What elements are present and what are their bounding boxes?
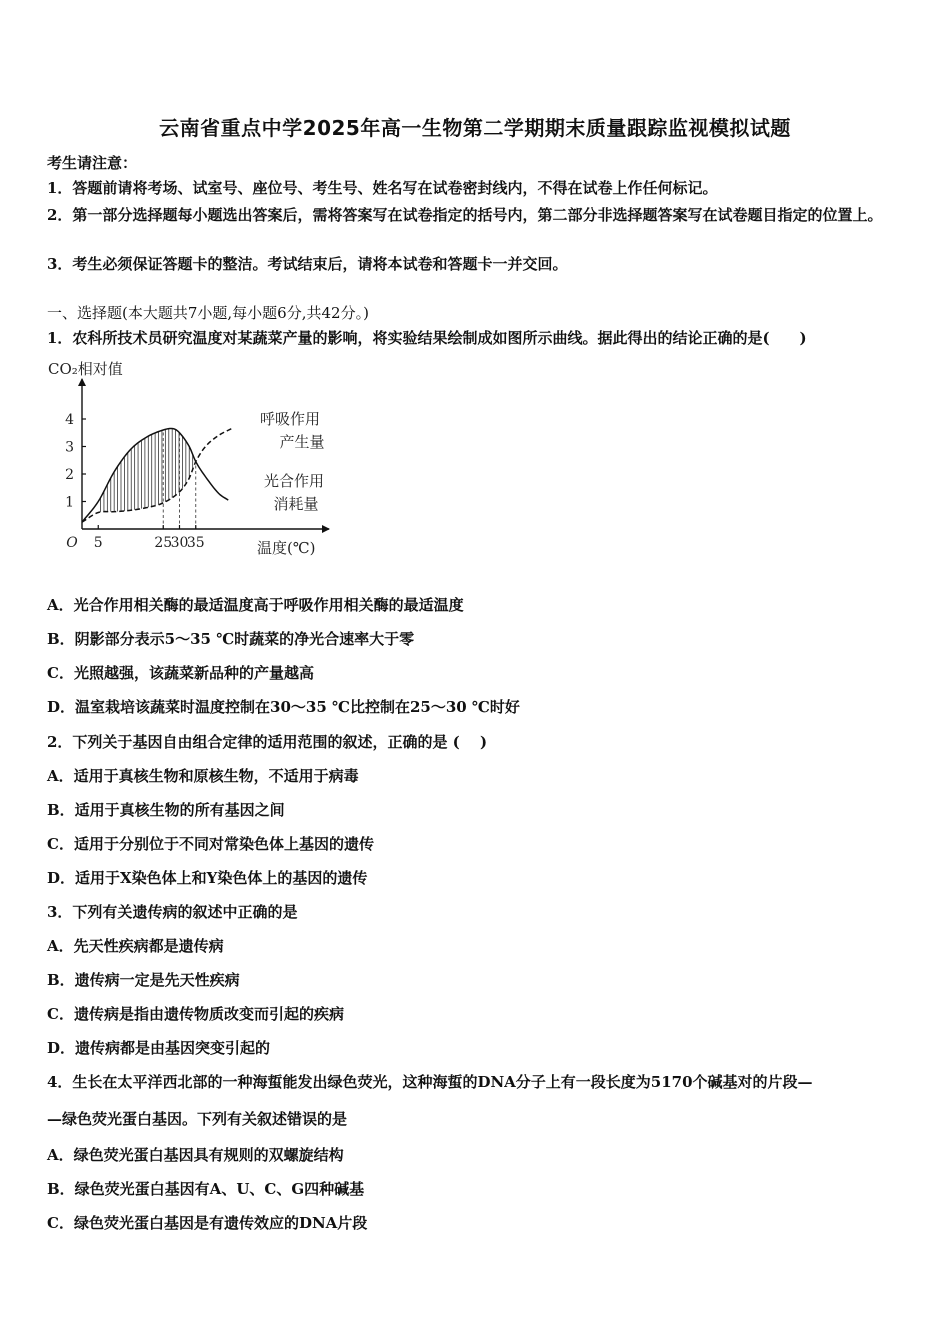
q2-option-b: B．适用于真核生物的所有基因之间 (47, 801, 285, 819)
q4-option-c: C．绿色荧光蛋白基因是有遗传效应的DNA片段 (47, 1214, 368, 1232)
y-tick-label-3: 3 (65, 439, 74, 456)
section-heading: 一、选择题(本大题共7小题,每小题6分,共42分。) (47, 304, 369, 322)
question-4-stem-line-2: —绿色荧光蛋白基因。下列有关叙述错误的是 (47, 1110, 348, 1128)
page-title: 云南省重点中学2025年高一生物第二学期期末质量跟踪监视模拟试题 (159, 116, 791, 140)
x-tick-label-35: 35 (186, 535, 205, 551)
notice-item-3: 3．考生必须保证答题卡的整洁。考试结束后，请将本试卷和答题卡一并交回。 (47, 255, 568, 273)
q1-option-b: B．阴影部分表示5～35 ℃时蔬菜的净光合速率大于零 (47, 630, 415, 648)
series-line-respiration (82, 429, 232, 523)
q3-option-d: D．遗传病都是由基因突变引起的 (47, 1039, 271, 1057)
notice-item-1: 1．答题前请将考场、试室号、座位号、考生号、姓名写在试卷密封线内，不得在试卷上作任何标记。 (47, 179, 718, 197)
y-tick-label-1: 1 (65, 494, 74, 511)
notice-item-2: 2．第一部分选择题每小题选出答案后，需将答案写在试卷指定的括号内，第二部分非选择题答案写在试卷题目指定的位置上。 (47, 206, 883, 224)
q2-option-d: D．适用于X染色体上和Y染色体上的基因的遗传 (47, 869, 368, 887)
y-tick-label-4: 4 (65, 412, 74, 428)
q4-option-a: A．绿色荧光蛋白基因具有规则的双螺旋结构 (47, 1146, 344, 1164)
chart-series (82, 428, 232, 522)
q2-option-a: A．适用于真核生物和原核生物，不适用于病毒 (47, 767, 359, 785)
tick-guides (163, 430, 196, 529)
respiration-label-line-1: 呼吸作用 (259, 410, 321, 428)
question-1-stem: 1．农科所技术员研究温度对某蔬菜产量的影响，将实验结果绘制成如图所示曲线。据此得出的结论正确的是( ) (47, 329, 807, 347)
origin-label: O (66, 535, 78, 551)
notice-heading: 考生请注意： (47, 154, 138, 172)
q1-chart (44, 357, 344, 557)
x-axis-label: 温度(℃) (257, 539, 316, 557)
q1-chart-svg (44, 357, 344, 557)
chart-labels (48, 360, 325, 557)
question-2-stem: 2．下列关于基因自由组合定律的适用范围的叙述，正确的是 ( ) (47, 733, 488, 751)
question-4-stem-line-1: 4．生长在太平洋西北部的一种海蜇能发出绿色荧光，这种海蜇的DNA分子上有一段长度为5170个碱基对的片段— (47, 1073, 813, 1091)
q1-option-c: C．光照越强，该蔬菜新品种的产量越高 (47, 664, 314, 682)
q1-option-d: D．温室栽培该蔬菜时温度控制在30～35 ℃比控制在25～30 ℃时好 (47, 698, 520, 716)
x-axis-arrow (322, 525, 330, 533)
respiration-label-line-2: 产生量 (279, 433, 325, 451)
q3-option-c: C．遗传病是指由遗传物质改变而引起的疾病 (47, 1005, 344, 1023)
q4-option-b: B．绿色荧光蛋白基因有A、U、C、G四种碱基 (47, 1180, 365, 1198)
y-axis-arrow (78, 378, 86, 386)
x-tick-label-5: 5 (93, 535, 103, 551)
x-tick-label-25: 25 (154, 535, 173, 551)
photosynthesis-label-line-1: 光合作用 (263, 472, 325, 490)
photosynthesis-label-line-2: 消耗量 (273, 495, 319, 513)
q1-option-a: A．光合作用相关酶的最适温度高于呼吸作用相关酶的最适温度 (47, 596, 464, 614)
y-axis-label: CO₂相对值 (48, 360, 123, 378)
q3-option-a: A．先天性疾病都是遗传病 (47, 937, 224, 955)
q2-option-c: C．适用于分别位于不同对常染色体上基因的遗传 (47, 835, 374, 853)
q3-option-b: B．遗传病一定是先天性疾病 (47, 971, 240, 989)
y-tick-label-2: 2 (65, 467, 74, 483)
x-tick-label-30: 30 (170, 535, 189, 551)
question-3-stem: 3．下列有关遗传病的叙述中正确的是 (47, 903, 298, 921)
